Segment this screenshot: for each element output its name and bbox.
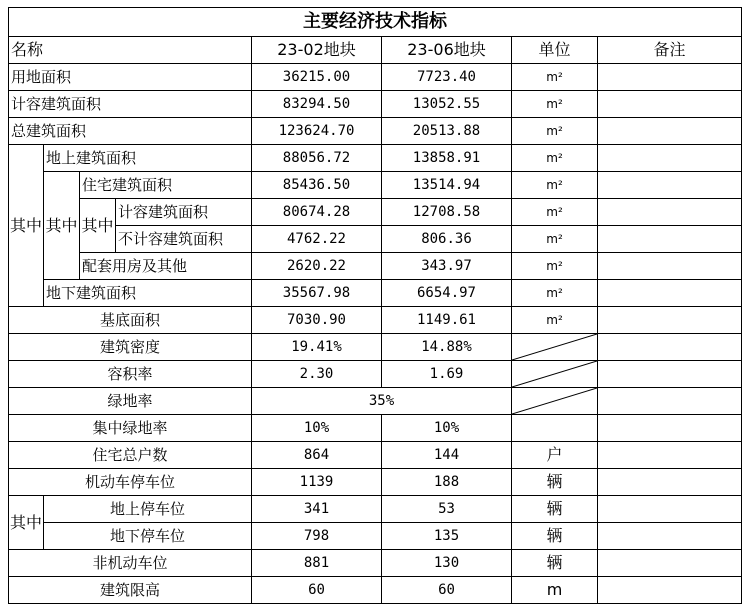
row-label: 基底面积 <box>9 307 252 334</box>
row-parking-below <box>9 523 742 550</box>
row-label: 地下建筑面积 <box>44 280 252 307</box>
value-23-06: 13858.91 <box>382 145 512 172</box>
value-23-06: 130 <box>382 550 512 577</box>
value-23-06: 1.69 <box>382 361 512 388</box>
row-label: 地上停车位 <box>44 496 252 523</box>
value-23-06: 343.97 <box>382 253 512 280</box>
row-label: 住宅建筑面积 <box>80 172 252 199</box>
value-23-02: 19.41% <box>252 334 382 361</box>
diagonal-slash-icon <box>512 334 597 360</box>
row-households <box>9 442 742 469</box>
header-note: 备注 <box>598 37 742 64</box>
note-cell <box>598 442 742 469</box>
unit-cell: m² <box>512 253 598 280</box>
row-label: 配套用房及其他 <box>80 253 252 280</box>
value-23-06: 12708.58 <box>382 199 512 226</box>
note-cell <box>598 226 742 253</box>
row-concentrated-green <box>9 415 742 442</box>
unit-cell: 辆 <box>512 550 598 577</box>
unit-cell: 辆 <box>512 496 598 523</box>
value-23-02: 123624.70 <box>252 118 382 145</box>
value-23-06: 53 <box>382 496 512 523</box>
header-plot-23-06: 23-06地块 <box>382 37 512 64</box>
note-cell <box>598 469 742 496</box>
note-cell <box>598 361 742 388</box>
row-label: 不计容建筑面积 <box>116 226 252 253</box>
value-23-06: 13052.55 <box>382 91 512 118</box>
value-23-06: 10% <box>382 415 512 442</box>
value-23-02: 4762.22 <box>252 226 382 253</box>
unit-cell <box>512 415 598 442</box>
value-23-02: 2620.22 <box>252 253 382 280</box>
row-label: 非机动车位 <box>9 550 252 577</box>
value-23-06: 806.36 <box>382 226 512 253</box>
row-far-area <box>9 91 742 118</box>
value-23-02: 881 <box>252 550 382 577</box>
row-label: 地下停车位 <box>44 523 252 550</box>
unit-cell: m² <box>512 64 598 91</box>
row-label: 总建筑面积 <box>9 118 252 145</box>
indicator-sheet <box>8 7 741 597</box>
row-residential <box>9 172 742 199</box>
value-23-02: 80674.28 <box>252 199 382 226</box>
value-23-06: 20513.88 <box>382 118 512 145</box>
value-23-06: 6654.97 <box>382 280 512 307</box>
row-label: 住宅总户数 <box>9 442 252 469</box>
value-merged: 35% <box>252 388 512 415</box>
row-height-limit <box>9 577 742 604</box>
unit-cell: m² <box>512 172 598 199</box>
row-density <box>9 334 742 361</box>
row-label: 地上建筑面积 <box>44 145 252 172</box>
value-23-02: 2.30 <box>252 361 382 388</box>
group-label-qizhong: 其中 <box>9 496 44 550</box>
row-label: 计容建筑面积 <box>116 199 252 226</box>
title-row <box>9 8 742 37</box>
value-23-02: 36215.00 <box>252 64 382 91</box>
row-label: 绿地率 <box>9 388 252 415</box>
header-name: 名称 <box>9 37 252 64</box>
table-title: 主要经济技术指标 <box>9 8 742 37</box>
unit-cell: m² <box>512 199 598 226</box>
unit-cell: m² <box>512 226 598 253</box>
note-cell <box>598 496 742 523</box>
header-plot-23-02: 23-02地块 <box>252 37 382 64</box>
row-above-ground <box>9 145 742 172</box>
value-23-02: 85436.50 <box>252 172 382 199</box>
value-23-02: 864 <box>252 442 382 469</box>
row-res-far <box>9 199 742 226</box>
indicator-table <box>8 7 742 604</box>
row-green-ratio <box>9 388 742 415</box>
note-cell <box>598 145 742 172</box>
note-cell <box>598 118 742 145</box>
note-cell <box>598 64 742 91</box>
value-23-02: 7030.90 <box>252 307 382 334</box>
row-res-nonfar <box>9 226 742 253</box>
unit-cell-slashed <box>512 388 598 415</box>
note-cell <box>598 388 742 415</box>
unit-cell: m² <box>512 280 598 307</box>
row-total-area <box>9 118 742 145</box>
value-23-02: 60 <box>252 577 382 604</box>
value-23-06: 135 <box>382 523 512 550</box>
row-label: 机动车停车位 <box>9 469 252 496</box>
unit-cell: m² <box>512 91 598 118</box>
value-23-02: 1139 <box>252 469 382 496</box>
note-cell <box>598 307 742 334</box>
value-23-06: 144 <box>382 442 512 469</box>
note-cell <box>598 199 742 226</box>
row-parking-above <box>9 496 742 523</box>
value-23-02: 83294.50 <box>252 91 382 118</box>
header-unit: 单位 <box>512 37 598 64</box>
note-cell <box>598 172 742 199</box>
value-23-02: 10% <box>252 415 382 442</box>
value-23-06: 13514.94 <box>382 172 512 199</box>
group-label-qizhong: 其中 <box>9 145 44 307</box>
row-footprint <box>9 307 742 334</box>
note-cell <box>598 334 742 361</box>
row-land-area <box>9 64 742 91</box>
unit-cell: m² <box>512 118 598 145</box>
unit-cell: m² <box>512 307 598 334</box>
row-label: 容积率 <box>9 361 252 388</box>
unit-cell: 辆 <box>512 523 598 550</box>
group-label-qizhong: 其中 <box>44 172 80 280</box>
value-23-02: 798 <box>252 523 382 550</box>
note-cell <box>598 523 742 550</box>
value-23-02: 341 <box>252 496 382 523</box>
unit-cell: 户 <box>512 442 598 469</box>
value-23-02: 35567.98 <box>252 280 382 307</box>
note-cell <box>598 577 742 604</box>
note-cell <box>598 91 742 118</box>
header-row <box>9 37 742 64</box>
unit-cell: 辆 <box>512 469 598 496</box>
note-cell <box>598 415 742 442</box>
unit-cell-slashed <box>512 334 598 361</box>
diagonal-slash-icon <box>512 388 597 414</box>
note-cell <box>598 280 742 307</box>
row-label: 建筑限高 <box>9 577 252 604</box>
unit-cell: m² <box>512 145 598 172</box>
row-label: 计容建筑面积 <box>9 91 252 118</box>
row-underground <box>9 280 742 307</box>
row-label: 集中绿地率 <box>9 415 252 442</box>
group-label-qizhong: 其中 <box>80 199 116 253</box>
note-cell <box>598 253 742 280</box>
value-23-06: 1149.61 <box>382 307 512 334</box>
unit-cell: m <box>512 577 598 604</box>
value-23-06: 14.88% <box>382 334 512 361</box>
row-label: 用地面积 <box>9 64 252 91</box>
value-23-06: 60 <box>382 577 512 604</box>
row-bike-parking <box>9 550 742 577</box>
row-parking <box>9 469 742 496</box>
unit-cell-slashed <box>512 361 598 388</box>
note-cell <box>598 550 742 577</box>
value-23-06: 188 <box>382 469 512 496</box>
row-supporting <box>9 253 742 280</box>
diagonal-slash-icon <box>512 361 597 387</box>
value-23-02: 88056.72 <box>252 145 382 172</box>
row-label: 建筑密度 <box>9 334 252 361</box>
row-plot-ratio <box>9 361 742 388</box>
value-23-06: 7723.40 <box>382 64 512 91</box>
